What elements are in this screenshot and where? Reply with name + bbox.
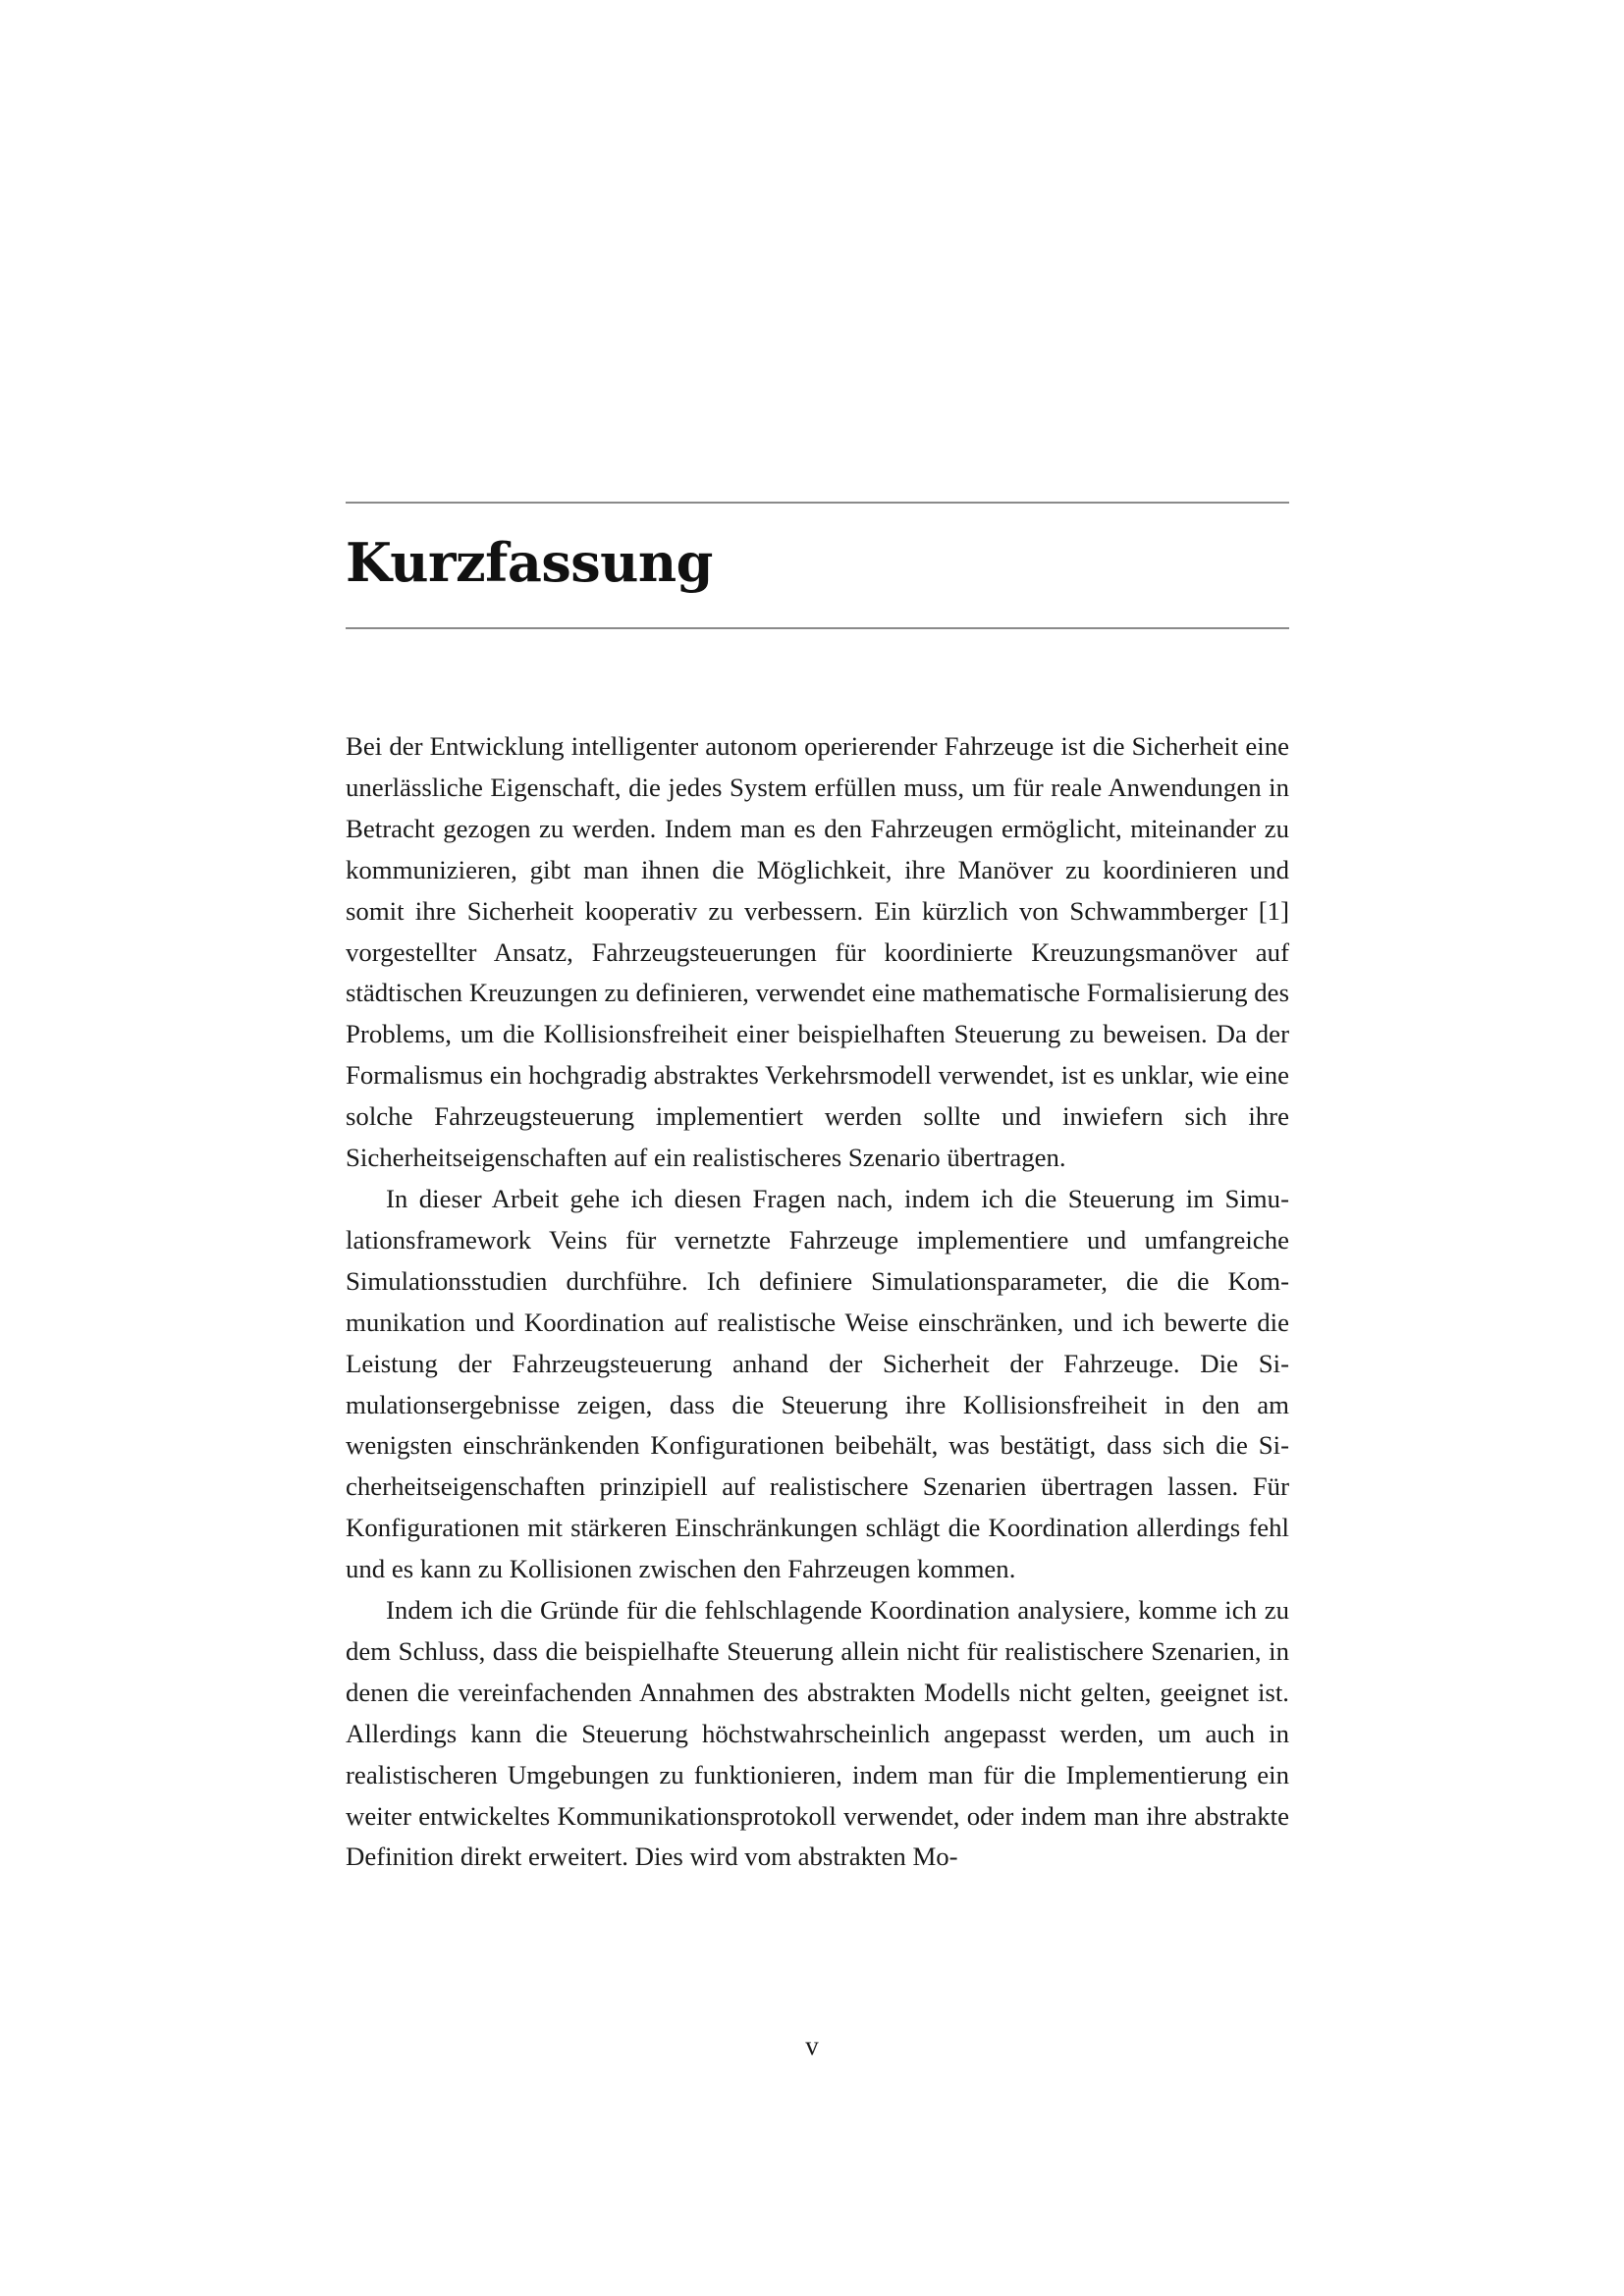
chapter-title: Kurzfassung (346, 531, 713, 594)
chapter-rule-bottom (346, 627, 1289, 629)
abstract-paragraph-1: Bei der Entwicklung intelligenter autonom operierender Fahrzeuge ist die Sicherheit eine unerlässliche Eigenschaft, die jedes System erfüllen muss, um für reale Anwendungen in Betracht gezogen zu werden. Indem man es den Fahrzeugen ermöglicht, miteinander zu kommunizieren, gibt man ihnen die Möglichkeit, ihre Manöver zu koordinieren und somit ihre Sicherheit kooperativ zu verbessern. Ein kürzlich von Schwammberger [1] vorgestellter Ansatz, Fahrzeugsteuerungen für koordinierte Kreuzungsmanöver auf städtischen Kreuzungen zu definieren, verwendet eine mathematische Formalisierung des Problems, um die Kollisionsfreiheit einer beispielhaften Steuerung zu beweisen. Da der Formalismus ein hochgradig abstraktes Verkehrsmodell verwendet, ist es unklar, wie eine solche Fahrzeugsteuerung implementiert werden sollte und inwiefern sich ihre Sicherheitseigenschaften auf ein realistischeres Szenario übertragen. (346, 731, 1289, 1173)
chapter-rule-top (346, 502, 1289, 504)
abstract-body (346, 726, 1289, 1878)
page-number: v (805, 2031, 819, 2060)
abstract-paragraph-3: Indem ich die Gründe für die fehlschlagende Koordination analysiere, komme ich zu dem Schluss, dass die beispielhafte Steuerung allein nicht für realistischere Szenarien, in denen die vereinfachenden Annahmen des abstrakten Modells nicht gelten, geeignet ist. Allerdings kann die Steuerung höchstwahrscheinlich angepasst werden, um auch in realistischeren Umgebungen zu funktionieren, indem man für die Implementierung ein weiter entwickeltes Kommunikationsprotokoll verwendet, oder indem man ihre abstrakte Definition direkt erweitert. Dies wird vom abstrakten Mo- (346, 1595, 1289, 1872)
abstract-paragraph-2: In dieser Arbeit gehe ich diesen Fragen nach, indem ich die Steuerung im Simulationsframework Veins für vernetzte Fahrzeuge implementiere und umfangreiche Simulationsstudien durchführe. Ich definiere Simulationsparameter, die die Kommunikation und Koordination auf realistische Weise einschränken, und ich bewerte die Leistung der Fahrzeugsteuerung anhand der Sicherheit der Fahrzeuge. Die Simulationsergebnisse zeigen, dass die Steuerung ihre Kollisionsfreiheit in den am wenigsten einschränkenden Konfigurationen beibehält, was bestätigt, dass sich die Sicherheitseigenschaften prinzipiell auf realistischere Szenarien übertragen lassen. Für Konfigurationen mit stärkeren Einschränkungen schlägt die Koordination allerdings fehl und es kann zu Kollisionen zwischen den Fahrzeugen kommen. (346, 1183, 1289, 1584)
